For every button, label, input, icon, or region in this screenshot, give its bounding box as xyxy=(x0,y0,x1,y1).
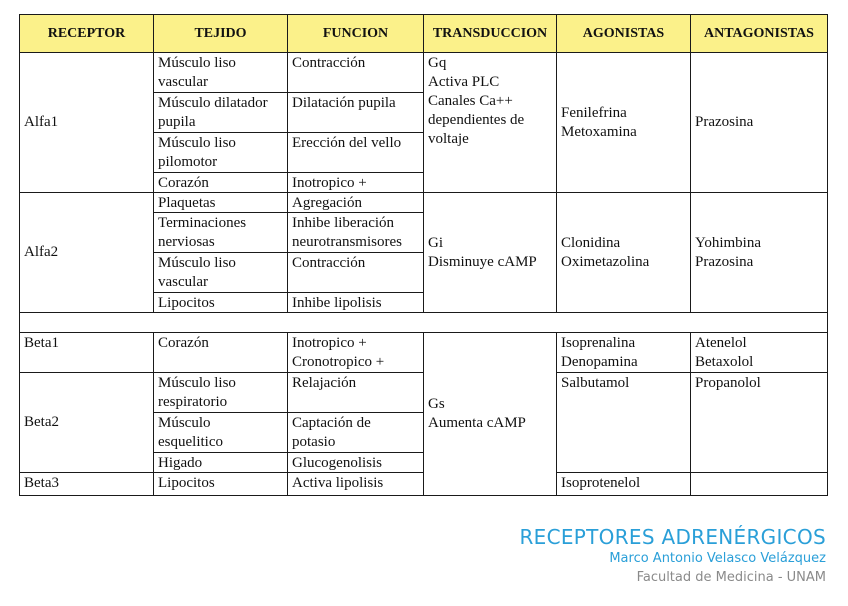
tejido-cell: Músculo liso respiratorio xyxy=(153,372,288,413)
antagonistas-beta3 xyxy=(690,472,828,496)
footer xyxy=(519,525,826,587)
funcion-cell: Dilatación pupila xyxy=(287,92,424,133)
funcion-cell: Glucogenolisis xyxy=(287,452,424,473)
agonistas-alfa1: Fenilefrina Metoxamina xyxy=(556,52,691,193)
receptor-beta3: Beta3 xyxy=(19,472,154,496)
adrenergic-receptors-table xyxy=(19,14,827,496)
agonistas-beta2: Salbutamol xyxy=(556,372,691,473)
transduccion-beta: Gs Aumenta cAMP xyxy=(423,332,557,496)
funcion-cell: Inotropico + Cronotropico + xyxy=(287,332,424,373)
antagonistas-alfa2: Yohimbina Prazosina xyxy=(690,192,828,313)
tejido-cell: Músculo esquelitico xyxy=(153,412,288,453)
header-tejido: TEJIDO xyxy=(153,14,288,53)
footer-title: RECEPTORES ADRENÉRGICOS xyxy=(519,525,826,549)
funcion-cell: Inotropico + xyxy=(287,172,424,193)
footer-author: Marco Antonio Velasco Velázquez xyxy=(609,551,826,566)
funcion-cell: Activa lipolisis xyxy=(287,472,424,496)
header-funcion: FUNCION xyxy=(287,14,424,53)
funcion-cell: Captación de potasio xyxy=(287,412,424,453)
agonistas-alfa2: Clonidina Oximetazolina xyxy=(556,192,691,313)
transduccion-alfa1: Gq Activa PLC Canales Ca++ dependientes de voltaje xyxy=(423,52,557,193)
tejido-cell: Corazón xyxy=(153,172,288,193)
antagonistas-beta2: Propanolol xyxy=(690,372,828,473)
separator-row xyxy=(19,312,828,333)
funcion-cell: Contracción xyxy=(287,252,424,293)
antagonistas-alfa1: Prazosina xyxy=(690,52,828,193)
antagonistas-beta1: Atenelol Betaxolol xyxy=(690,332,828,373)
tejido-cell: Músculo liso vascular xyxy=(153,52,288,93)
transduccion-alfa2: Gi Disminuye cAMP xyxy=(423,192,557,313)
tejido-cell: Corazón xyxy=(153,332,288,373)
tejido-cell: Higado xyxy=(153,452,288,473)
receptor-beta2: Beta2 xyxy=(19,372,154,473)
funcion-cell: Inhibe lipolisis xyxy=(287,292,424,313)
tejido-cell: Músculo dilatador pupila xyxy=(153,92,288,133)
funcion-cell: Relajación xyxy=(287,372,424,413)
header-agonistas: AGONISTAS xyxy=(556,14,691,53)
tejido-cell: Plaquetas xyxy=(153,192,288,213)
funcion-cell: Inhibe liberación neurotransmisores xyxy=(287,212,424,253)
tejido-cell: Terminaciones nerviosas xyxy=(153,212,288,253)
tejido-cell: Músculo liso vascular xyxy=(153,252,288,293)
tejido-cell: Músculo liso pilomotor xyxy=(153,132,288,173)
footer-institution: Facultad de Medicina - UNAM xyxy=(636,570,826,585)
funcion-cell: Erección del vello xyxy=(287,132,424,173)
receptor-beta1: Beta1 xyxy=(19,332,154,373)
tejido-cell: Lipocitos xyxy=(153,472,288,496)
agonistas-beta3: Isoprotenelol xyxy=(556,472,691,496)
header-receptor: RECEPTOR xyxy=(19,14,154,53)
receptor-alfa1: Alfa1 xyxy=(19,52,154,193)
header-antagonistas: ANTAGONISTAS xyxy=(690,14,828,53)
funcion-cell: Contracción xyxy=(287,52,424,93)
header-transduccion: TRANSDUCCION xyxy=(423,14,557,53)
funcion-cell: Agregación xyxy=(287,192,424,213)
tejido-cell: Lipocitos xyxy=(153,292,288,313)
agonistas-beta1: Isoprenalina Denopamina xyxy=(556,332,691,373)
receptor-alfa2: Alfa2 xyxy=(19,192,154,313)
